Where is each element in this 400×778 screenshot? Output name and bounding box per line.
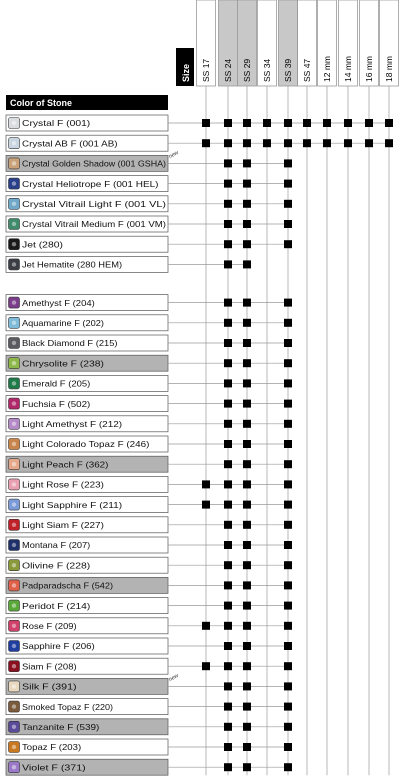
stone-swatch-highlight [12, 462, 16, 466]
stone-name: Crystal Heliotrope F (001 HEL) [22, 179, 159, 189]
new-badge: new [168, 672, 180, 684]
stone-swatch-highlight [12, 745, 16, 749]
availability-mark [243, 440, 251, 448]
availability-mark [243, 200, 251, 208]
stone-name: Crystal Vitrail Light F (001 VL) [22, 200, 167, 209]
availability-mark [224, 200, 232, 208]
stone-name: Padparadscha F (542) [22, 581, 114, 591]
availability-mark [284, 240, 292, 248]
availability-mark [224, 379, 232, 387]
size-column-label: SS 29 [242, 58, 252, 82]
stone-swatch-highlight [12, 543, 16, 547]
availability-mark [243, 723, 251, 731]
stone-name: Light Sapphire F (211) [22, 500, 123, 510]
availability-mark [365, 139, 373, 147]
stone-name: Light Amethyst F (212) [22, 420, 123, 429]
stone-name: Amethyst F (204) [22, 298, 96, 308]
availability-mark [284, 602, 292, 610]
availability-mark [243, 682, 251, 690]
stone-name: Topaz F (203) [22, 743, 82, 753]
availability-mark [224, 159, 232, 167]
availability-mark [284, 501, 292, 509]
stone-swatch-highlight [12, 765, 16, 769]
availability-mark [243, 662, 251, 670]
stone-name: Sapphire F (206) [22, 642, 96, 652]
stone-name: Smoked Topaz F (220) [22, 702, 114, 712]
availability-mark [224, 763, 232, 771]
availability-mark [224, 139, 232, 147]
availability-mark [224, 642, 232, 650]
size-column-label: SS 17 [201, 58, 211, 82]
size-column-label: SS 34 [262, 58, 272, 82]
availability-mark [243, 521, 251, 529]
availability-mark [202, 622, 210, 630]
stone-name: Crystal Vitrail Medium F (001 VM) [22, 220, 167, 230]
availability-mark [202, 119, 210, 127]
availability-mark [385, 119, 393, 127]
availability-mark [243, 561, 251, 569]
availability-mark [224, 541, 232, 549]
availability-mark [303, 119, 311, 127]
stone-swatch-highlight [12, 603, 16, 607]
stone-name: Chrysolite F (238) [22, 359, 105, 369]
stone-swatch-highlight [12, 442, 16, 446]
stone-name: Emerald F (205) [22, 379, 91, 389]
stone-name: Crystal AB F (001 AB) [22, 139, 118, 149]
availability-mark [323, 119, 331, 127]
availability-mark [224, 561, 232, 569]
availability-mark [344, 119, 352, 127]
availability-mark [243, 139, 251, 147]
stone-name: Olivine F (228) [22, 561, 91, 571]
stone-swatch-highlight [12, 300, 16, 304]
availability-mark [243, 602, 251, 610]
stone-swatch-highlight [12, 624, 16, 628]
availability-mark [243, 359, 251, 367]
stone-name: Siam F (208) [22, 662, 77, 672]
availability-mark [284, 319, 292, 327]
stone-swatch-highlight [12, 361, 16, 365]
availability-mark [284, 541, 292, 549]
stone-name: Light Siam F (227) [22, 521, 105, 530]
availability-mark [243, 400, 251, 408]
stone-swatch-highlight [12, 141, 16, 145]
availability-mark [284, 139, 292, 147]
availability-mark [284, 521, 292, 529]
stone-swatch-highlight [12, 341, 16, 345]
stone-name: Silk F (391) [22, 682, 77, 692]
availability-mark [224, 622, 232, 630]
stone-swatch-highlight [12, 684, 16, 688]
availability-mark [224, 180, 232, 188]
size-column-label: 18 mm [384, 56, 394, 82]
stone-name: Light Colorado Topaz F (246) [22, 440, 150, 450]
availability-mark [243, 460, 251, 468]
availability-mark [284, 763, 292, 771]
availability-mark [243, 642, 251, 650]
availability-mark [224, 480, 232, 488]
availability-mark [243, 299, 251, 307]
availability-mark [284, 119, 292, 127]
availability-mark [243, 119, 251, 127]
stone-name: Black Diamond F (215) [22, 339, 118, 349]
availability-mark [224, 602, 232, 610]
availability-mark [284, 220, 292, 228]
availability-mark [284, 379, 292, 387]
availability-mark [202, 139, 210, 147]
size-column-label: 12 mm [322, 56, 332, 82]
availability-mark [224, 460, 232, 468]
stone-swatch-highlight [12, 161, 16, 165]
availability-mark [284, 359, 292, 367]
availability-mark [224, 240, 232, 248]
stone-name: Rose F (209) [22, 622, 77, 631]
stone-name: Jet (280) [22, 240, 64, 250]
stone-name: Crystal Golden Shadow (001 GSHA) [22, 159, 167, 169]
availability-mark [224, 299, 232, 307]
availability-mark [224, 260, 232, 268]
availability-mark [224, 662, 232, 670]
availability-mark [243, 622, 251, 630]
stone-swatch-highlight [12, 704, 16, 708]
availability-mark [224, 440, 232, 448]
availability-mark [284, 723, 292, 731]
availability-mark [284, 400, 292, 408]
availability-mark [224, 682, 232, 690]
availability-mark [284, 743, 292, 751]
availability-mark [224, 420, 232, 428]
availability-mark [224, 119, 232, 127]
availability-mark [284, 622, 292, 630]
availability-mark [243, 260, 251, 268]
availability-mark [224, 501, 232, 509]
stone-name: Aquamarine F (202) [22, 319, 105, 328]
stone-name: Light Peach F (362) [22, 460, 109, 470]
stone-swatch-highlight [12, 502, 16, 506]
availability-mark [284, 180, 292, 188]
size-column-label: SS 47 [302, 58, 312, 82]
stone-swatch-highlight [12, 523, 16, 527]
availability-mark [284, 339, 292, 347]
availability-mark [284, 662, 292, 670]
stone-name: Fuchsia F (502) [22, 399, 91, 409]
availability-mark [243, 743, 251, 751]
availability-mark [263, 119, 271, 127]
size-column-label: 16 mm [364, 56, 374, 82]
size-header-label: Size [181, 63, 191, 82]
size-column-label: 14 mm [343, 56, 353, 82]
stone-swatch-highlight [12, 121, 16, 125]
availability-mark [323, 139, 331, 147]
availability-mark [224, 581, 232, 589]
availability-mark [284, 420, 292, 428]
availability-mark [284, 159, 292, 167]
availability-mark [243, 240, 251, 248]
stone-name: Jet Hematite (280 HEM) [22, 260, 123, 270]
availability-mark [224, 703, 232, 711]
availability-mark [284, 581, 292, 589]
availability-mark [243, 541, 251, 549]
availability-mark [224, 220, 232, 228]
stone-name: Light Rose F (223) [22, 480, 105, 490]
stone-swatch-highlight [12, 563, 16, 567]
stone-name: Montana F (207) [22, 541, 91, 551]
availability-mark [224, 359, 232, 367]
availability-mark [284, 460, 292, 468]
stone-swatch-highlight [12, 202, 16, 206]
availability-mark [385, 139, 393, 147]
availability-mark [365, 119, 373, 127]
availability-mark [243, 180, 251, 188]
availability-mark [284, 642, 292, 650]
availability-mark [263, 139, 271, 147]
availability-mark [284, 480, 292, 488]
stone-swatch-highlight [12, 664, 16, 668]
availability-mark [243, 319, 251, 327]
availability-mark [243, 480, 251, 488]
stone-name: Crystal F (001) [22, 119, 91, 129]
availability-mark [344, 139, 352, 147]
size-column-label: SS 24 [223, 58, 233, 82]
stone-swatch-highlight [12, 644, 16, 648]
stone-swatch-highlight [12, 321, 16, 325]
color-of-stone-label: Color of Stone [10, 98, 72, 108]
availability-mark [243, 581, 251, 589]
availability-mark [243, 763, 251, 771]
availability-mark [224, 743, 232, 751]
availability-mark [243, 703, 251, 711]
availability-mark [284, 703, 292, 711]
stone-swatch-highlight [12, 725, 16, 729]
availability-mark [224, 319, 232, 327]
size-column-label: SS 39 [283, 58, 293, 82]
availability-mark [224, 723, 232, 731]
availability-mark [284, 682, 292, 690]
availability-mark [243, 339, 251, 347]
stone-swatch-highlight [12, 242, 16, 246]
availability-mark [243, 501, 251, 509]
availability-mark [202, 662, 210, 670]
stone-name: Violet F (371) [22, 763, 87, 773]
availability-mark [243, 220, 251, 228]
stone-swatch-highlight [12, 381, 16, 385]
stone-swatch-highlight [12, 422, 16, 426]
availability-mark [243, 159, 251, 167]
stone-name: Tanzanite F (539) [22, 723, 100, 732]
stone-swatch-highlight [12, 401, 16, 405]
stone-swatch-highlight [12, 262, 16, 266]
availability-mark [202, 480, 210, 488]
availability-mark [303, 139, 311, 147]
stone-swatch-highlight [12, 181, 16, 185]
availability-mark [224, 521, 232, 529]
stone-swatch-highlight [12, 482, 16, 486]
stone-swatch-highlight [12, 222, 16, 226]
stone-swatch-highlight [12, 583, 16, 587]
availability-mark [224, 400, 232, 408]
availability-mark [224, 339, 232, 347]
availability-mark [243, 379, 251, 387]
new-badge: new [168, 149, 180, 161]
availability-mark [284, 440, 292, 448]
availability-mark [284, 561, 292, 569]
availability-mark [284, 200, 292, 208]
availability-mark [202, 501, 210, 509]
availability-mark [243, 420, 251, 428]
stone-name: Peridot F (214) [22, 601, 91, 611]
availability-mark [284, 299, 292, 307]
